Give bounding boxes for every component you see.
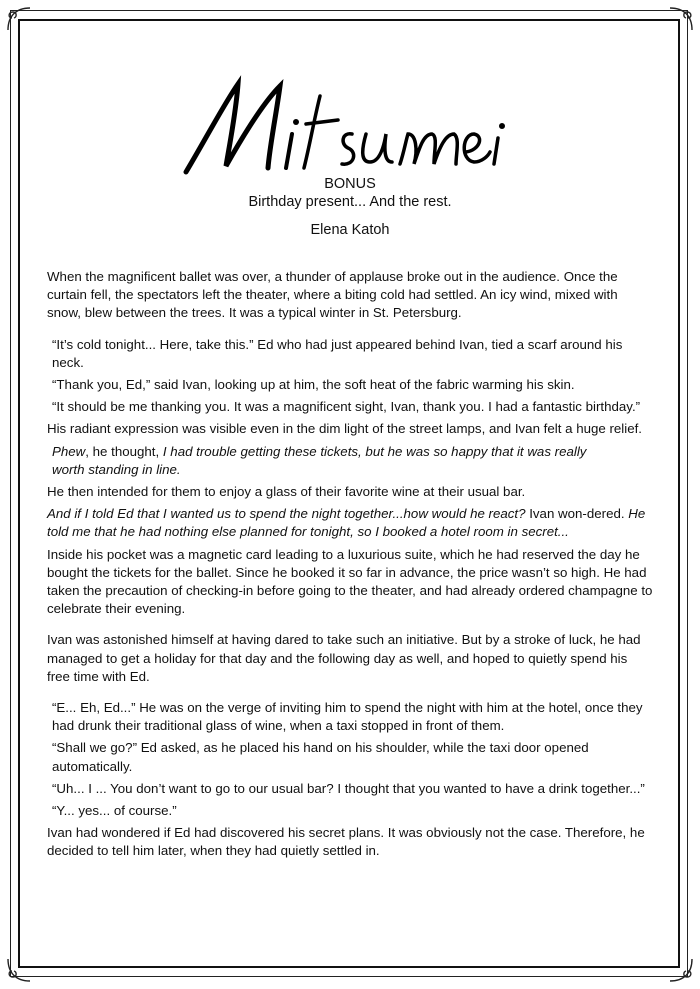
story-author: Elena Katoh — [310, 222, 390, 238]
narration: Ivan won-dered. — [525, 506, 629, 522]
story-body — [47, 268, 653, 861]
paragraph: Inside his pocket was a magnetic card leading to a luxurious suite, which he had reserved the day he bought the tickets for the ballet. Since he booked it so far in advance, the price wasn’t so high. He had taken the precaution of checking-in before going to the theater, and had already ordered champagne to celebrate their evening. — [47, 546, 653, 617]
paragraph: “It’s cold tonight... Here, take this.” Ed who had just appeared behind Ivan, tied a scarf around his neck. — [52, 336, 623, 370]
paragraph: Ivan was astonished himself at having dared to take such an initiative. But by a stroke of luck, he had managed to get a holiday for that day and the following day as well, and hoped to quietly spend his free time with Ed. — [47, 632, 641, 684]
paragraph: When the magnificent ballet was over, a thunder of applause broke out in the audience. Once the curtain fell, the spectators left the theater, where a biting cold had settled. An icy wind, mixed with snow, blew between the trees. It was a typical winter in St. Petersburg. — [47, 269, 618, 321]
corner-ornament-icon — [666, 955, 696, 985]
paragraph — [47, 505, 653, 541]
paragraph: Ivan had wondered if Ed had discovered his secret plans. It was obviously not the case. Therefore, he decided to tell him later, when they had quietly settled in. — [47, 825, 645, 859]
paragraph: “Shall we go?” Ed asked, as he placed his hand on his shoulder, while the taxi door opened automatically. — [52, 740, 589, 774]
paragraph: His radiant expression was visible even in the dim light of the street lamps, and Ivan felt a huge relief. — [47, 421, 642, 437]
paragraph: “Uh... I ... You don’t want to go to our usual bar? I thought that you wanted to have a drink together...” — [52, 780, 645, 796]
narration: , he thought, — [85, 443, 163, 459]
paragraph: He then intended for them to enjoy a glass of their favorite wine at their usual bar. — [47, 484, 526, 500]
story-header — [0, 176, 700, 239]
bonus-label: BONUS — [324, 176, 376, 192]
inner-thought: Phew — [52, 443, 86, 459]
inner-thought: And if I told Ed that I wanted us to spend the night together...how would he react? — [47, 506, 526, 522]
inner-thought: He told me that he had nothing else planned for tonight, so I booked a hotel room in secret... — [47, 506, 646, 540]
corner-ornament-icon — [4, 4, 34, 34]
paragraph: “It should be me thanking you. It was a magnificent sight, Ivan, thank you. I had a fantastic birthday.” — [52, 399, 641, 415]
story-title: Birthday present... And the rest. — [248, 194, 452, 210]
corner-ornament-icon — [666, 4, 696, 34]
paragraph — [47, 443, 653, 479]
paragraph: “Thank you, Ed,” said Ivan, looking up at him, the soft heat of the fabric warming his skin. — [52, 377, 575, 393]
mitsumei-logo — [180, 72, 510, 182]
paragraph: “Y... yes... of course.” — [52, 803, 177, 819]
paragraph: “E... Eh, Ed...” He was on the verge of inviting him to spend the night with him at the hotel, once they had drunk their traditional glass of wine, when a taxi stopped in front of them. — [52, 700, 643, 734]
corner-ornament-icon — [4, 955, 34, 985]
inner-thought: I had trouble getting these tickets, but he was so happy that it was really worth standing in line. — [52, 443, 587, 477]
